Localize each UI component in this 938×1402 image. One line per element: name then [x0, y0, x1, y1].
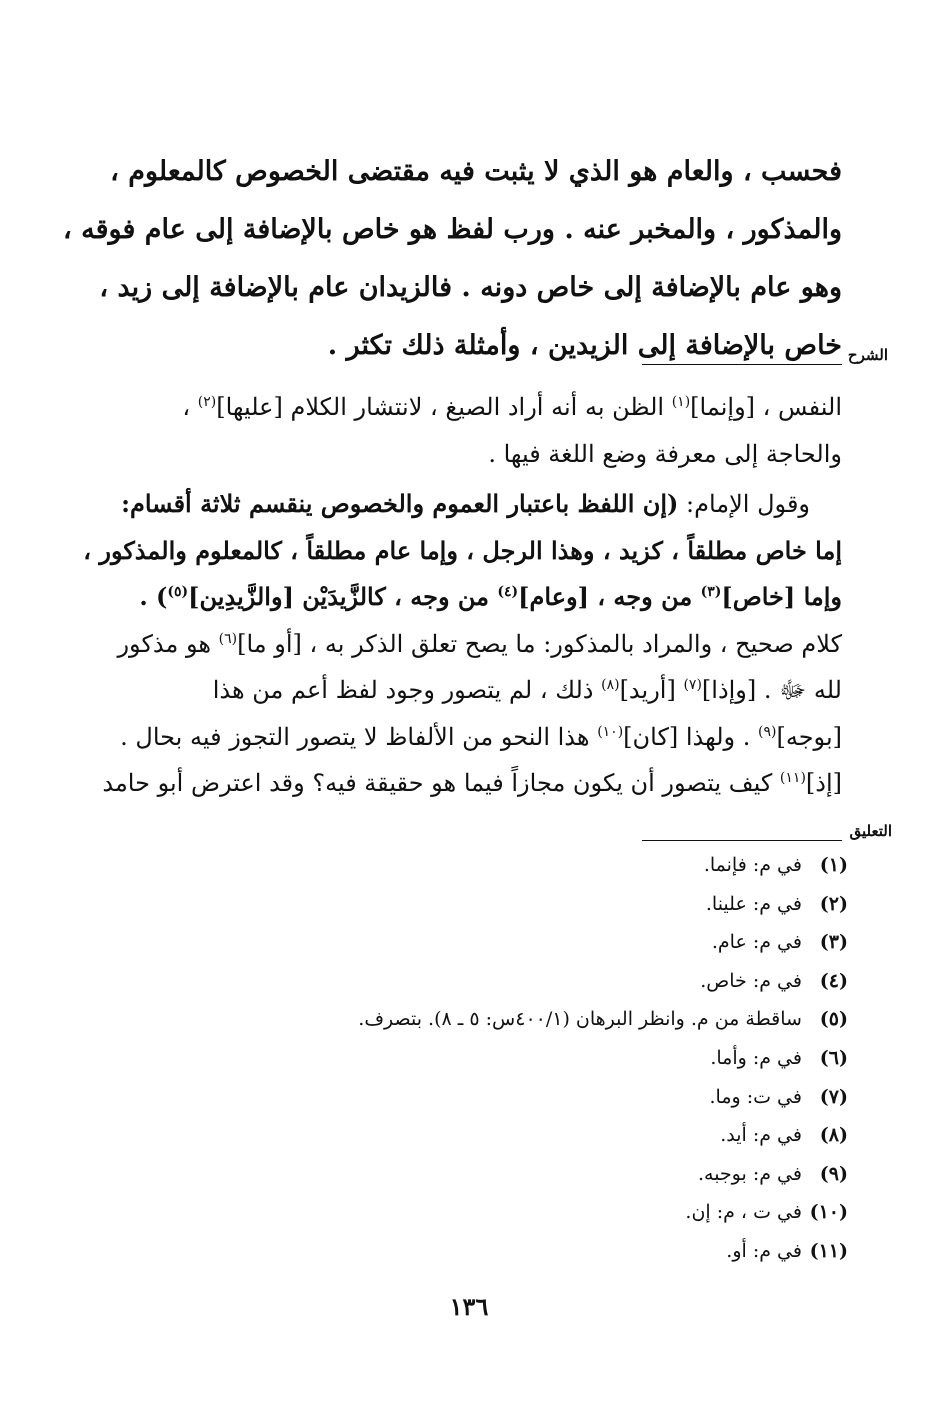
quoted-text-line: إما خاص مطلقاً ، كزيد ، وهذا الرجل ، وإما عام مطلقاً ، كالمعلوم والمذكور ،: [83, 535, 842, 565]
footnote-marker: (٤): [497, 584, 519, 600]
footnote-number: (٩): [819, 1162, 848, 1185]
footnote-number: (١١): [809, 1239, 848, 1262]
commentary-line: كلام صحيح ، والمراد بالمذكور: ما يصح تعلق الذكر به ، [أو ما]$^{(٦)}$ هو مذكور: [117, 629, 842, 658]
footnote-text: في م: أيد.: [720, 1124, 802, 1147]
footnote-text: في ت: وما.: [709, 1085, 802, 1108]
footnote-marker: (٧): [683, 677, 702, 693]
notes-section-label: التعليق: [849, 822, 892, 840]
footnote-marker: (٢): [197, 394, 217, 410]
footnote-item: [128, 1155, 848, 1194]
footnote-item: [128, 962, 848, 1001]
footnote-text: في م: وأما.: [710, 1046, 802, 1069]
footnote-marker: (٥): [167, 584, 189, 600]
footnote-text: في م: فإنما.: [703, 854, 802, 876]
footnote-marker: (٨): [601, 677, 620, 693]
footnote-number: (٥): [819, 1008, 848, 1031]
main-text-line: وهو عام بالإضافة إلى خاص دونه . فالزيدان عام بالإضافة إلى زيد ،: [99, 272, 842, 303]
main-text-block: [63, 143, 842, 375]
footnote-marker: (٦): [218, 630, 238, 647]
footnote-text: ساقطة من م. وانظر البرهان (٤٠٠/١س: ٥ ـ ٨). بتصرف.: [358, 1008, 802, 1031]
main-text-line: فحسب ، والعام هو الذي لا يثبت فيه مقتضى الخصوص كالمعلوم ،: [110, 156, 842, 187]
commentary-line: [بوجه]$^{(٩)}$ . ولهذا [كان]$^{(١٠)}$ هذا النحو من الألفاظ لا يتصور التجوز فيه بحال .: [120, 722, 842, 751]
commentary-block: [83, 384, 842, 807]
footnote-number: (٨): [819, 1124, 848, 1147]
footnote-number: (١): [819, 854, 848, 876]
footnote-text: في م: بوجبه.: [697, 1162, 802, 1185]
footnote-number: (٦): [819, 1046, 848, 1069]
footnote-text: في م: خاص.: [700, 969, 802, 992]
footnote-number: (٤): [819, 969, 848, 992]
footnote-number: (٣): [819, 931, 848, 954]
footnote-text: في م: علينا.: [705, 892, 802, 915]
footnote-text: في م: عام.: [711, 931, 802, 954]
footnote-marker: (١٠): [597, 723, 624, 740]
footnote-marker: (١): [671, 394, 691, 410]
sharh-section-label: الشرح: [847, 346, 888, 364]
footnote-item: [128, 1000, 848, 1039]
commentary-line: والحاجة إلى معرفة وضع اللغة فيها .: [488, 439, 842, 468]
sharh-divider-line: [642, 364, 842, 365]
commentary-line: النفس ، [وإنما]$^{(١)}$ الظن به أنه أراد الصيغ ، لانتشار الكلام [عليها]$^{(٢)}$ ،: [182, 393, 842, 421]
footnote-number: (٧): [819, 1085, 848, 1108]
commentary-line: لله ﷻ . [وإذا]$^{(٧)}$ [أريد]$^{(٨)}$ ذلك ، لم يتصور وجود لفظ أعم من هذا: [212, 676, 842, 704]
footnote-item: [128, 923, 848, 962]
footnote-item: [128, 1232, 848, 1271]
footnote-item: [128, 1078, 848, 1117]
footnotes-list: [128, 846, 848, 1271]
page-number: ١٣٦: [449, 1292, 489, 1321]
footnote-marker: (١١): [779, 770, 806, 786]
notes-divider-line: [642, 840, 842, 841]
footnote-number: (١٠): [809, 1201, 848, 1224]
footnote-item: [128, 1039, 848, 1078]
footnote-number: (٢): [819, 892, 848, 915]
commentary-line: وقول الإمام: (إن اللفظ باعتبار العموم والخصوص ينقسم ثلاثة أقسام:: [121, 489, 810, 518]
footnote-item: [128, 846, 848, 885]
footnote-marker: (٣): [700, 584, 722, 600]
footnote-item: [128, 1193, 848, 1232]
footnote-text: في ت ، م: إن.: [685, 1201, 802, 1224]
commentary-line: [إذ]$^{(١١)}$ كيف يتصور أن يكون مجازاً فيما هو حقيقة فيه؟ وقد اعترض أبو حامد: [102, 769, 842, 797]
quoted-text-line: وإما [خاص]$^{(٣)}$ من وجه ، [وعام]$^{(٤)}$ من وجه ، كالزَّيدَيْن [والزَّيدِين]$^{(٥)}$) .: [139, 582, 842, 611]
main-text-line: خاص بالإضافة إلى الزيدين ، وأمثلة ذلك تكثر .: [327, 330, 842, 361]
main-text-line: والمذكور ، والمخبر عنه . ورب لفظ هو خاص بالإضافة إلى عام فوقه ،: [63, 214, 842, 245]
footnote-marker: (٩): [758, 723, 777, 740]
footnote-item: [128, 885, 848, 924]
footnote-item: [128, 1116, 848, 1155]
quoted-text: (إن اللفظ باعتبار العموم والخصوص ينقسم ثلاثة أقسام:: [121, 489, 679, 518]
footnote-text: في م: أو.: [726, 1239, 802, 1262]
